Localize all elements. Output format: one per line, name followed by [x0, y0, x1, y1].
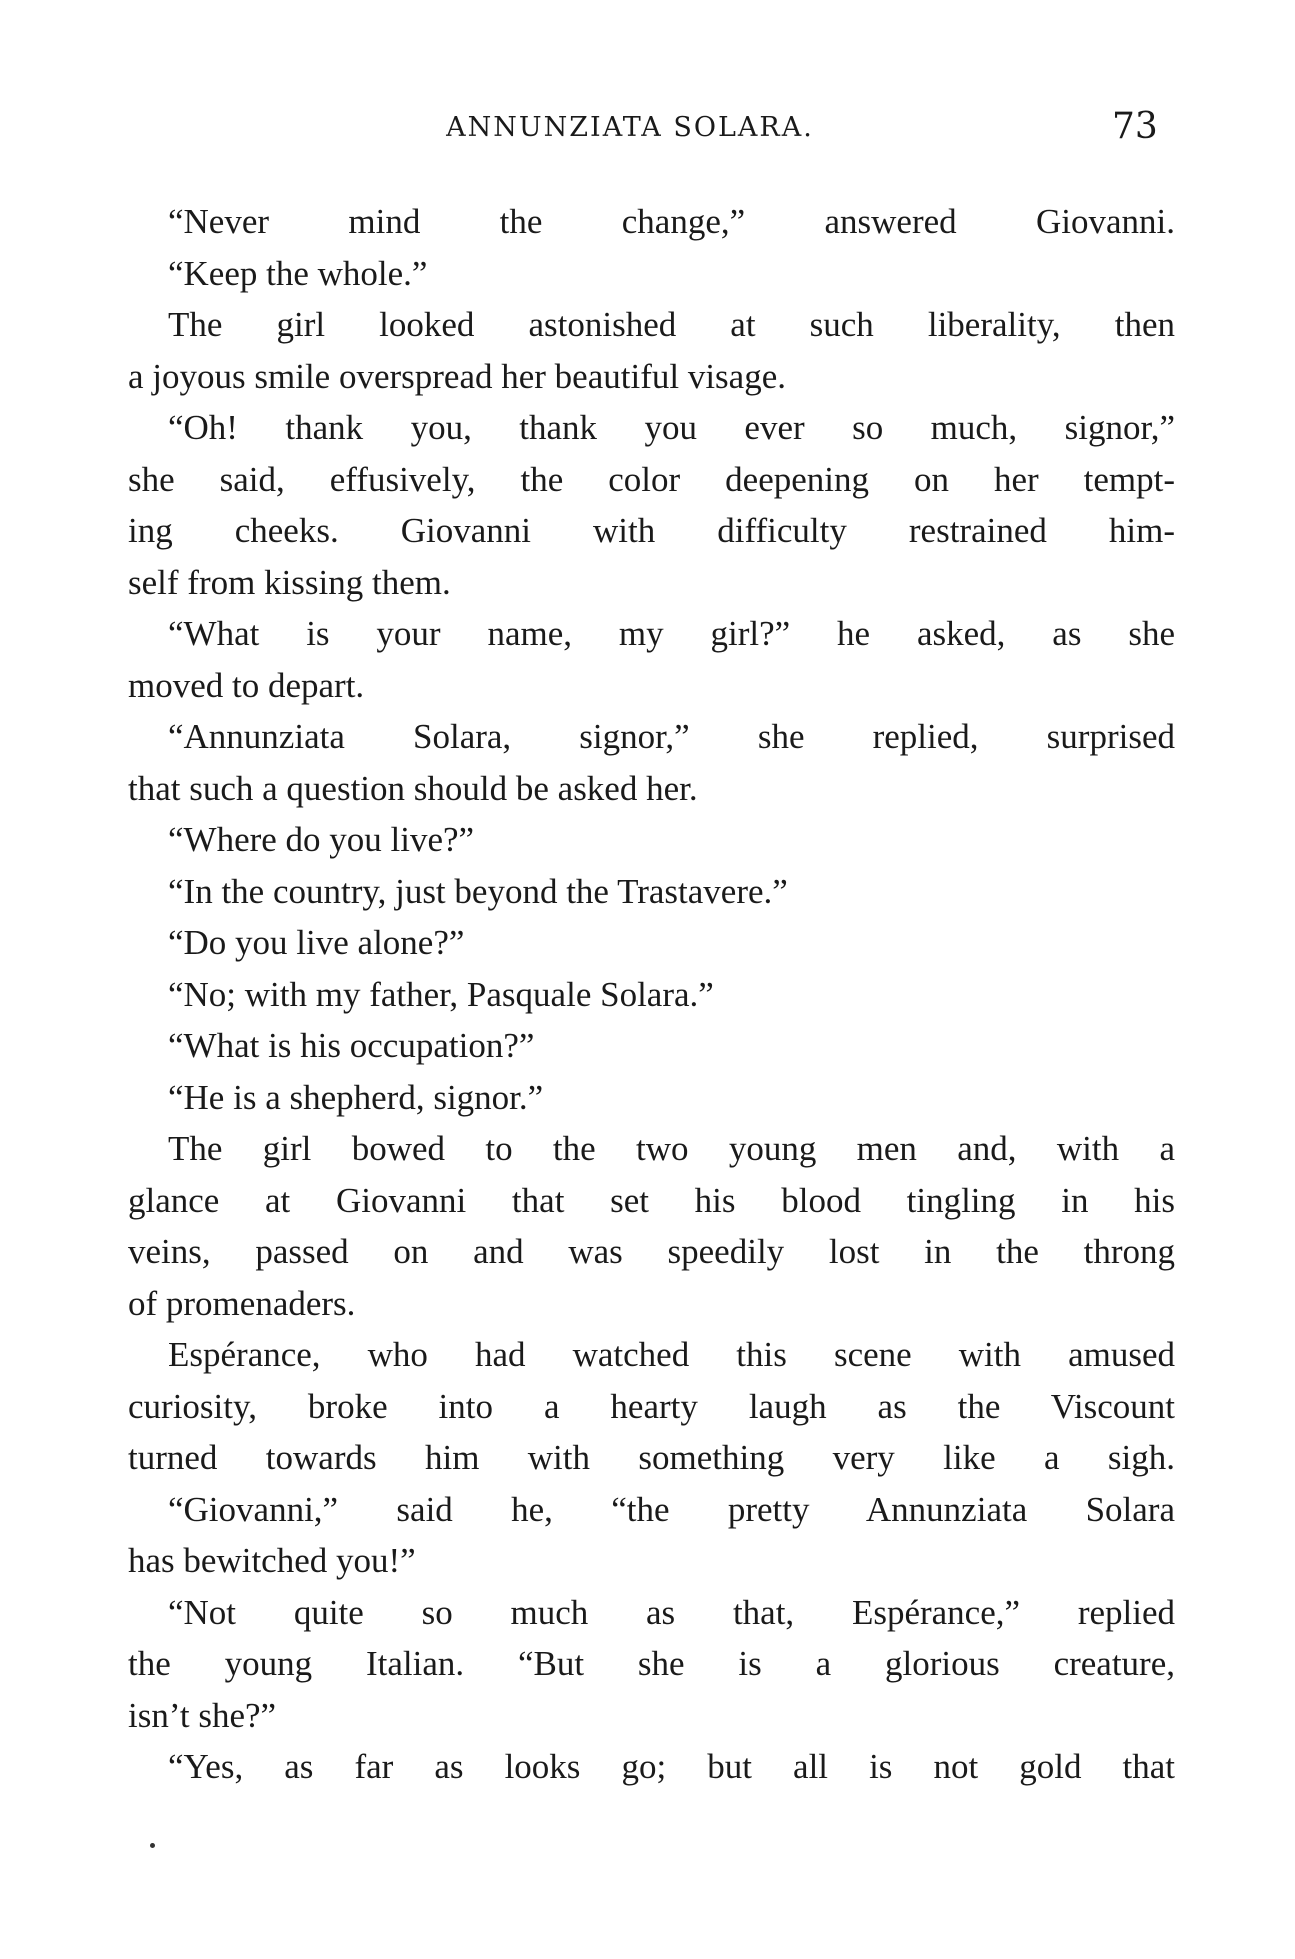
text-line: she said, effusively, the color deepening on her tempt- [128, 459, 1175, 499]
running-title: ANNUNZIATA SOLARA. [446, 112, 814, 143]
text-line: “He is a shepherd, signor.” [168, 1077, 544, 1117]
text-line: “In the country, just beyond the Trastavere.” [168, 871, 788, 911]
text-line: that such a question should be asked her. [128, 768, 698, 808]
text-line: “No; with my father, Pasquale Solara.” [168, 974, 714, 1014]
text-line: “Where do you live?” [168, 820, 475, 859]
text-line: “Never mind the change,” answered Giovanni. [168, 202, 1175, 241]
text-line: curiosity, broke into a hearty laugh as the Viscount [128, 1386, 1175, 1426]
text-line: has bewitched you!” [128, 1541, 416, 1580]
text-line: of promenaders. [128, 1283, 356, 1323]
text-line: “Yes, as far as looks go; but all is not gold that [168, 1747, 1175, 1786]
text-line: Espérance, who had watched this scene with amused [168, 1335, 1175, 1374]
text-line: veins, passed on and was speedily lost in the throng [128, 1232, 1175, 1271]
page-number: 73 [1112, 106, 1158, 147]
text-line: the young Italian. “But she is a glorious creature, [128, 1644, 1175, 1683]
text-line: “What is your name, my girl?” he asked, as she [168, 614, 1175, 653]
ink-speck [150, 1843, 155, 1848]
text-line: “Annunziata Solara, signor,” she replied, surprised [168, 717, 1175, 756]
text-line: The girl bowed to the two young men and, with a [168, 1129, 1175, 1168]
text-line: “Keep the whole.” [168, 253, 428, 293]
text-line: self from kissing them. [128, 562, 451, 602]
text-line: isn’t she?” [128, 1695, 277, 1735]
text-line: “Do you live alone?” [168, 923, 465, 962]
text-line: turned towards him with something very like a sigh. [128, 1438, 1175, 1477]
text-line: “Oh! thank you, thank you ever so much, signor,” [168, 408, 1175, 447]
text-line: a joyous smile overspread her beautiful visage. [128, 356, 786, 396]
page-header [0, 106, 1295, 146]
text-line: glance at Giovanni that set his blood tingling in his [128, 1180, 1175, 1220]
text-line: “What is his occupation?” [168, 1026, 535, 1065]
text-line: moved to depart. [128, 665, 365, 705]
text-line: The girl looked astonished at such liberality, then [168, 305, 1175, 344]
text-line: “Not quite so much as that, Espérance,” replied [168, 1592, 1175, 1632]
text-line: ing cheeks. Giovanni with difficulty restrained him- [128, 511, 1175, 550]
text-line: “Giovanni,” said he, “the pretty Annunziata Solara [168, 1489, 1175, 1529]
